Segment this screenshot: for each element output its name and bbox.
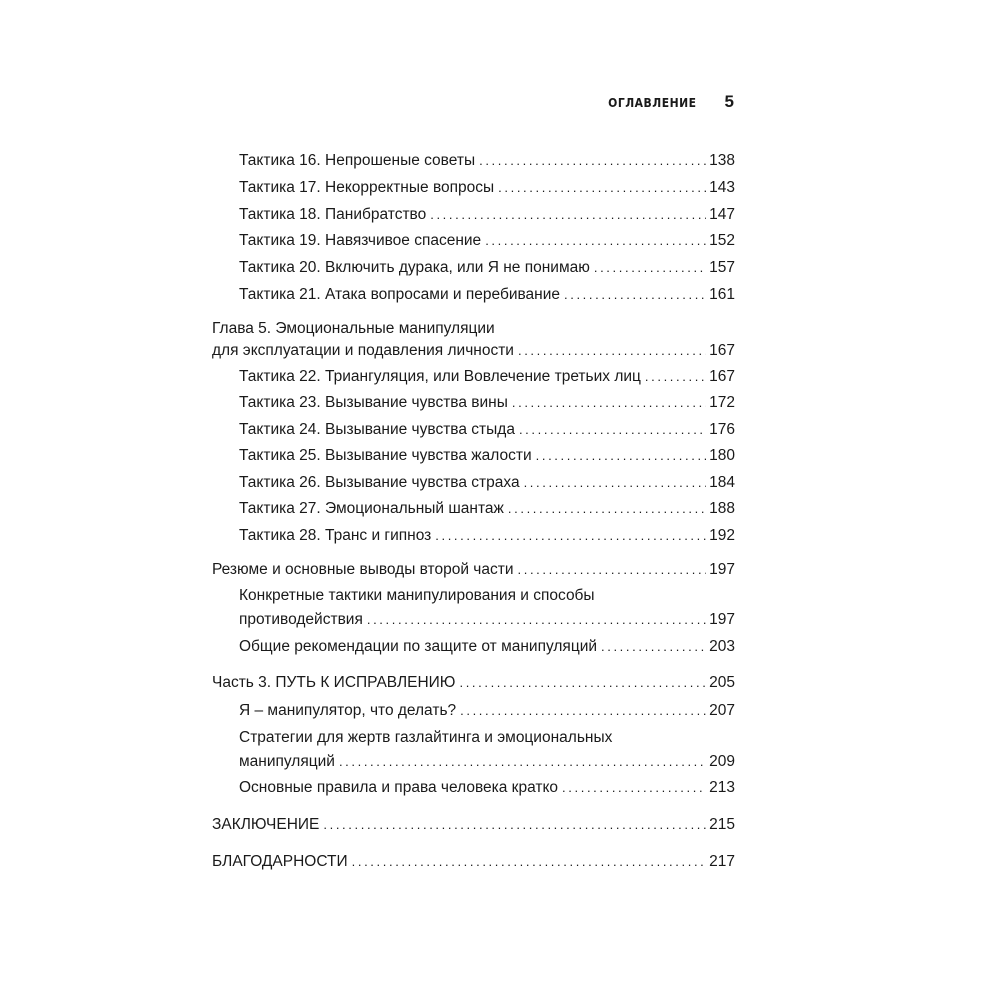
toc-entry-page: 215	[709, 816, 735, 833]
toc-entry-general-recommendations[interactable]	[239, 636, 735, 658]
toc-entry-title: Тактика 17. Некорректные вопросы	[239, 179, 495, 196]
toc-entry-tactic-20[interactable]	[239, 257, 735, 279]
dot-leader	[601, 636, 706, 658]
dot-leader	[524, 472, 707, 494]
toc-entry-tactic-25[interactable]	[239, 445, 735, 467]
toc-entry-tactic-22[interactable]	[239, 366, 735, 388]
page-number: 5	[724, 92, 734, 111]
toc-entry-page: 172	[709, 394, 735, 411]
dot-leader	[498, 177, 706, 199]
dot-leader	[594, 257, 706, 279]
toc-entry-tactic-23[interactable]	[239, 392, 735, 414]
dot-leader	[339, 751, 706, 773]
toc-entry-page: 209	[709, 753, 735, 770]
toc-entry-conclusion[interactable]	[212, 814, 735, 836]
toc-entry-title: Тактика 25. Вызывание чувства жалости	[239, 447, 532, 464]
toc-entry-page: 167	[709, 342, 735, 359]
toc-entry-strategies[interactable]	[239, 751, 735, 773]
toc-entry-page: 213	[709, 779, 735, 796]
toc-entry-chapter-5[interactable]	[212, 340, 735, 362]
toc-entry-title: Тактика 20. Включить дурака, или Я не понимаю	[239, 259, 590, 276]
section-title: ОГЛАВЛЕНИЕ	[608, 96, 697, 110]
toc-entry-tactic-21[interactable]	[239, 284, 735, 306]
dot-leader	[562, 777, 706, 799]
toc-entry-part-3[interactable]	[212, 672, 735, 694]
toc-strategies-line1[interactable]: Стратегии для жертв газлайтинга и эмоциональных	[239, 729, 613, 746]
toc-chapter-5-line1[interactable]: Глава 5. Эмоциональные манипуляции	[212, 320, 495, 337]
toc-entry-page: 217	[709, 853, 735, 870]
dot-leader	[460, 700, 706, 722]
toc-entry-title: Тактика 19. Навязчивое спасение	[239, 232, 482, 249]
toc-entry-title: Резюме и основные выводы второй части	[212, 561, 514, 578]
toc-entry-page: 205	[709, 674, 735, 691]
toc-entry-title: противодействия	[239, 611, 363, 628]
toc-entry-tactic-27[interactable]	[239, 498, 735, 520]
toc-entry-tactic-24[interactable]	[239, 419, 735, 441]
toc-entry-title: Основные правила и права человека кратко	[239, 779, 559, 796]
toc-entry-tactic-17[interactable]	[239, 177, 735, 199]
toc-entry-title: Общие рекомендации по защите от манипуляций	[239, 638, 598, 655]
toc-entry-rules[interactable]	[239, 777, 735, 799]
toc-entry-title: для эксплуатации и подавления личности	[212, 342, 514, 359]
toc-entry-title: Тактика 16. Непрошеные советы	[239, 152, 476, 169]
dot-leader	[435, 525, 706, 547]
dot-leader	[645, 366, 706, 388]
dot-leader	[536, 445, 707, 467]
toc-entry-title: Тактика 27. Эмоциональный шантаж	[239, 500, 504, 517]
toc-entry-title: Тактика 23. Вызывание чувства вины	[239, 394, 508, 411]
toc-entry-page: 197	[709, 561, 735, 578]
dot-leader	[430, 204, 706, 226]
toc-tactics-methods-line1[interactable]: Конкретные тактики манипулирования и способы	[239, 587, 595, 604]
dot-leader	[512, 392, 706, 414]
toc-entry-page: 157	[709, 259, 735, 276]
toc-entry-summary[interactable]	[212, 559, 735, 581]
toc-entry-page: 147	[709, 206, 735, 223]
dot-leader	[508, 498, 706, 520]
toc-entry-title: БЛАГОДАРНОСТИ	[212, 853, 348, 870]
dot-leader	[518, 340, 706, 362]
toc-entry-title: Я – манипулятор, что делать?	[239, 702, 457, 719]
dot-leader	[323, 814, 706, 836]
toc-entry-title: Тактика 21. Атака вопросами и перебивание	[239, 286, 561, 303]
toc-entry-tactic-18[interactable]	[239, 204, 735, 226]
dot-leader	[519, 419, 706, 441]
toc-entry-page: 167	[709, 368, 735, 385]
dot-leader	[459, 672, 706, 694]
toc-entry-acknowledgements[interactable]	[212, 851, 735, 873]
toc-entry-page: 192	[709, 527, 735, 544]
dot-leader	[564, 284, 706, 306]
toc-entry-title: Тактика 24. Вызывание чувства стыда	[239, 421, 515, 438]
toc-entry-page: 143	[709, 179, 735, 196]
dot-leader	[367, 609, 706, 631]
dot-leader	[518, 559, 707, 581]
table-of-contents	[212, 0, 735, 1000]
toc-entry-title: Тактика 26. Вызывание чувства страха	[239, 474, 520, 491]
toc-entry-tactic-28[interactable]	[239, 525, 735, 547]
toc-entry-page: 188	[709, 500, 735, 517]
toc-entry-tactic-26[interactable]	[239, 472, 735, 494]
toc-entry-title: Часть 3. ПУТЬ К ИСПРАВЛЕНИЮ	[212, 674, 456, 691]
dot-leader	[352, 851, 706, 873]
toc-entry-tactic-19[interactable]	[239, 230, 735, 252]
toc-entry-title: манипуляций	[239, 753, 335, 770]
toc-entry-title: Тактика 18. Панибратство	[239, 206, 427, 223]
toc-entry-page: 152	[709, 232, 735, 249]
toc-entry-title: ЗАКЛЮЧЕНИЕ	[212, 816, 320, 833]
dot-leader	[485, 230, 706, 252]
toc-entry-title: Тактика 22. Триангуляция, или Вовлечение третьих лиц	[239, 368, 641, 385]
toc-entry-tactics-methods[interactable]	[239, 609, 735, 631]
toc-entry-page: 176	[709, 421, 735, 438]
toc-entry-page: 180	[709, 447, 735, 464]
toc-entry-page: 207	[709, 702, 735, 719]
toc-entry-title: Тактика 28. Транс и гипноз	[239, 527, 432, 544]
toc-entry-page: 138	[709, 152, 735, 169]
toc-entry-page: 161	[709, 286, 735, 303]
dot-leader	[479, 150, 706, 172]
toc-entry-page: 184	[709, 474, 735, 491]
toc-entry-tactic-16[interactable]	[239, 150, 735, 172]
toc-entry-manipulator[interactable]	[239, 700, 735, 722]
toc-entry-page: 197	[709, 611, 735, 628]
toc-entry-page: 203	[709, 638, 735, 655]
